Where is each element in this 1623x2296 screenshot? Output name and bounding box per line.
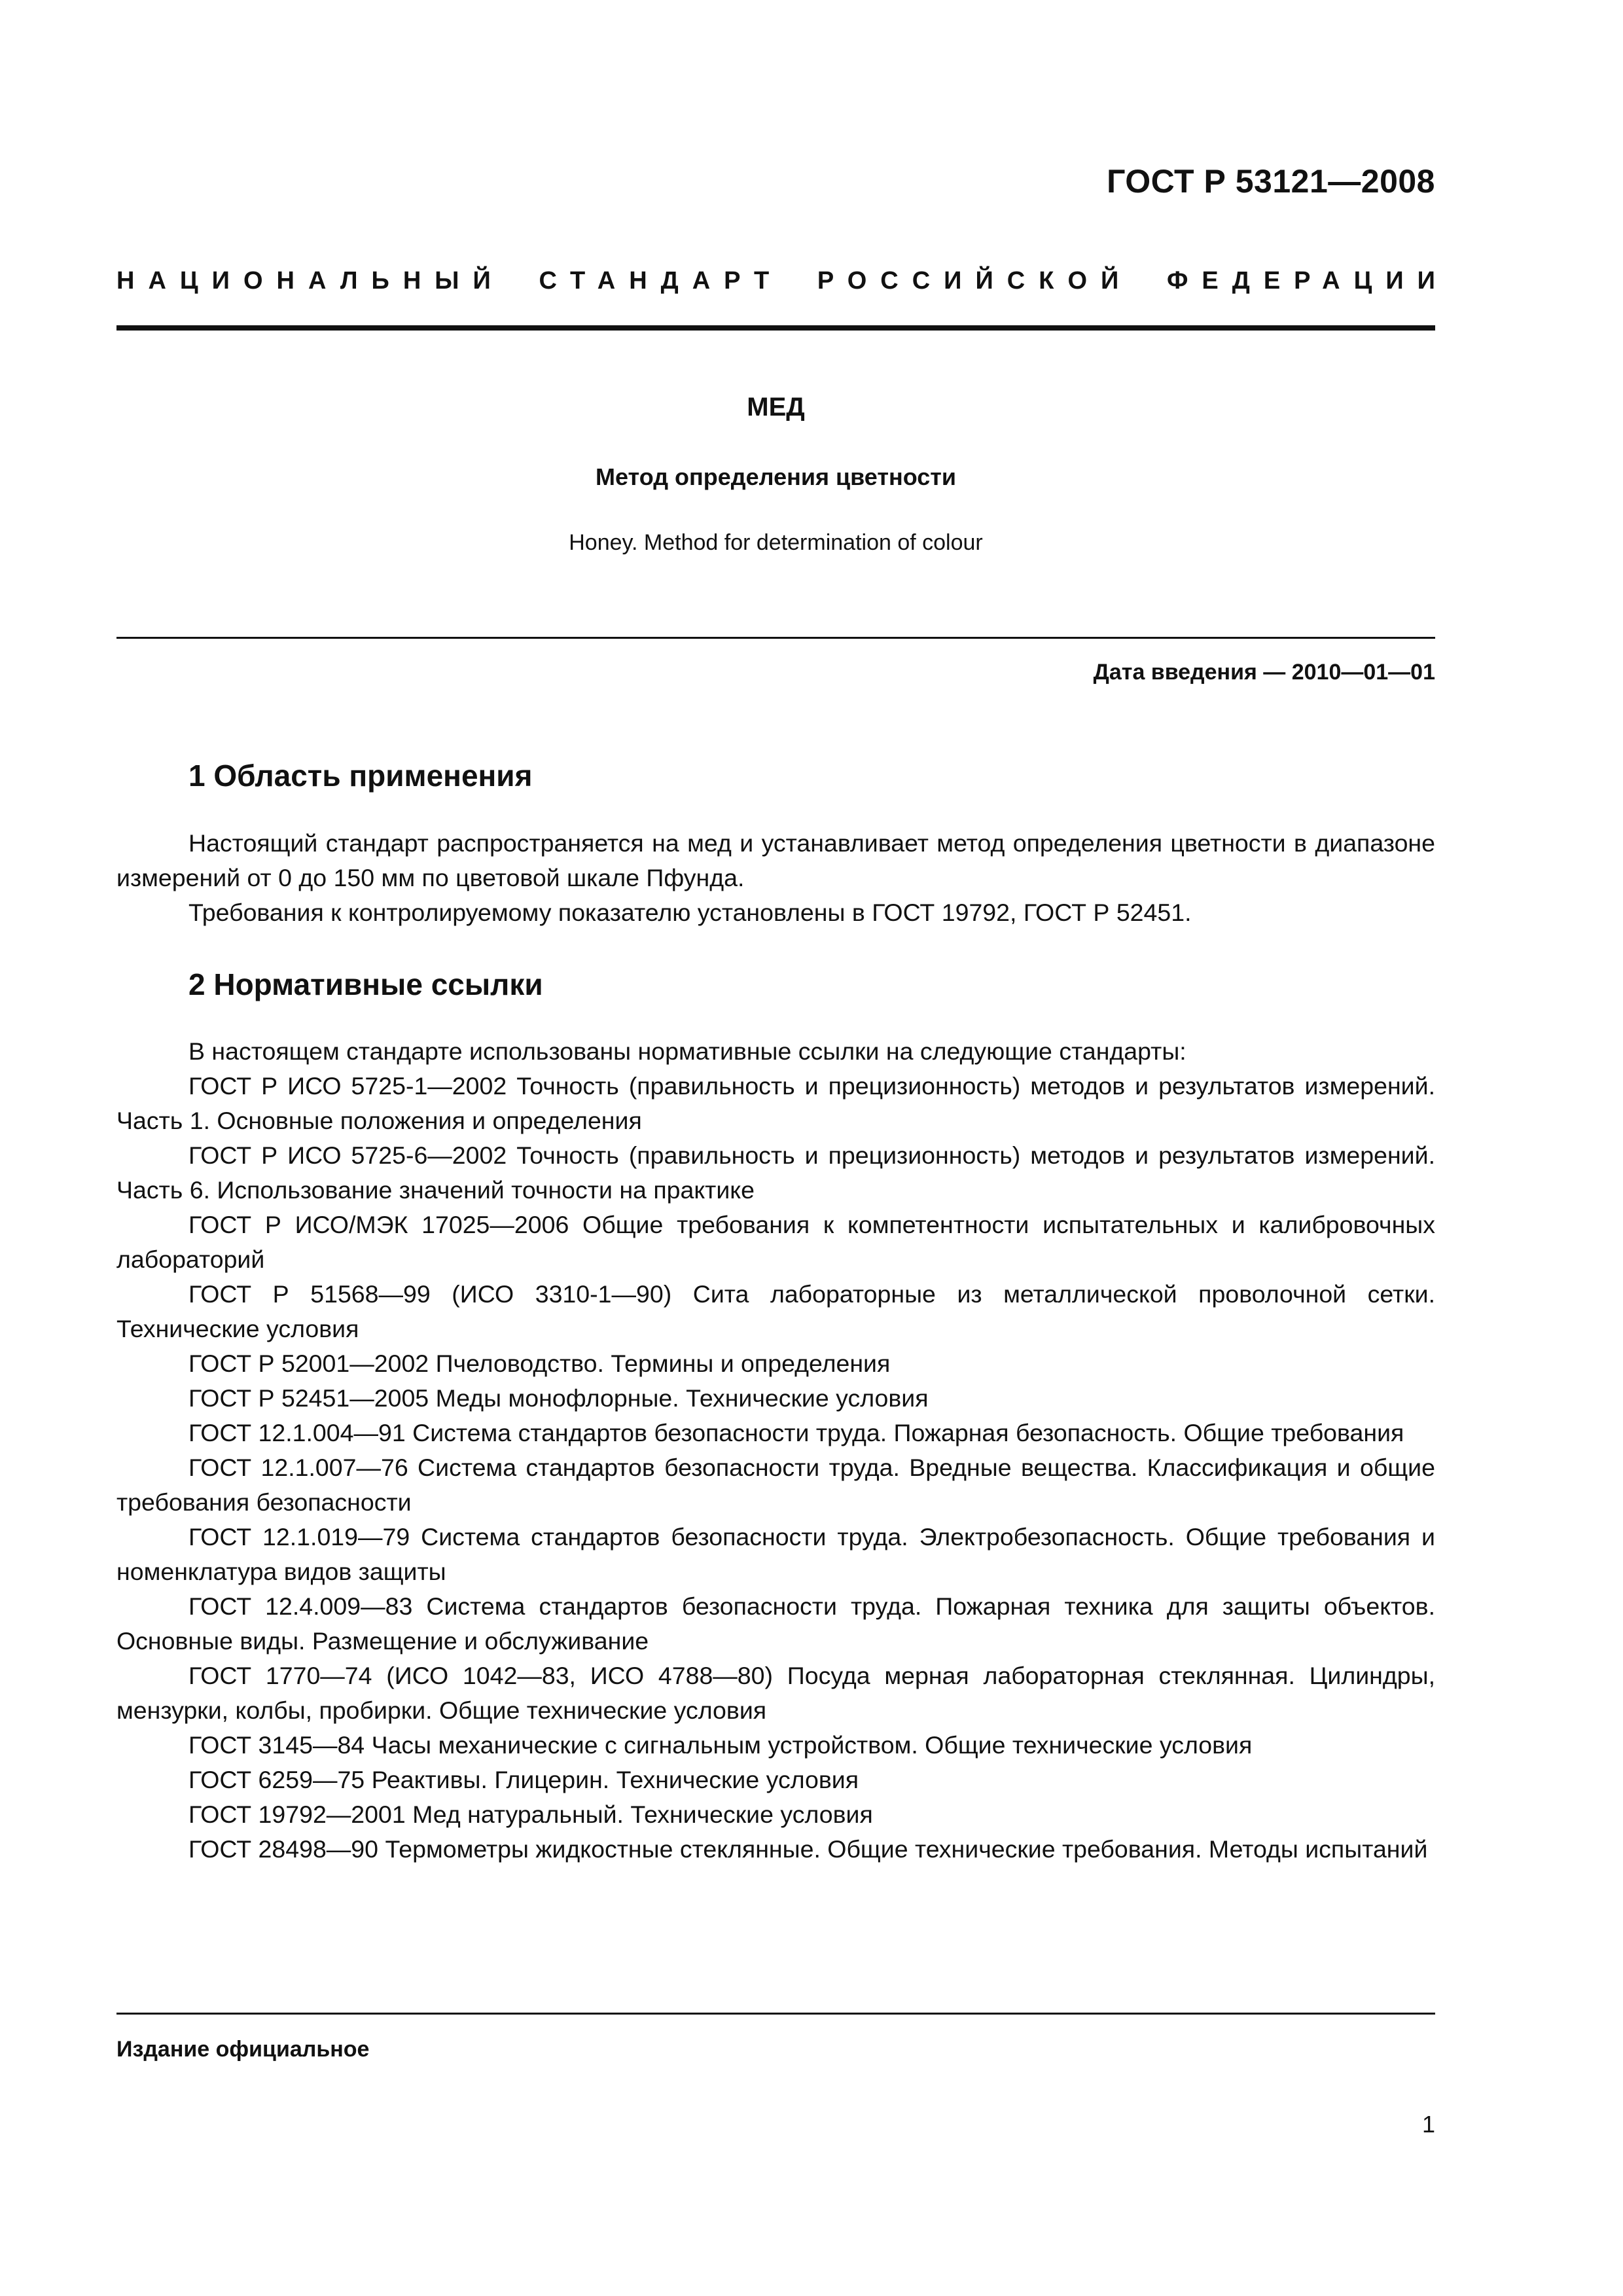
section-heading-references: 2 Нормативные ссылки [188, 967, 543, 1001]
reference-item: ГОСТ 28498—90 Термометры жидкостные стеклянные. Общие технические требования. Методы испытаний [188, 1835, 1428, 1863]
introduction-date: Дата введения — 2010—01—01 [1093, 660, 1435, 685]
reference-item: ГОСТ 3145—84 Часы механические с сигнальным устройством. Общие технические условия [188, 1731, 1253, 1759]
reference-item: ГОСТ 12.1.004—91 Система стандартов безопасности труда. Пожарная безопасность. Общие требования [188, 1419, 1404, 1446]
paragraph: Настоящий стандарт распространяется на мед и устанавливает метод определения цветности в диапазоне измерений от 0 до 150 мм по цветовой шкале Пфунда. [116, 829, 1435, 891]
document-subtitle: Метод определения цветности [596, 463, 956, 490]
reference-item: ГОСТ Р ИСО/МЭК 17025—2006 Общие требования к компетентности испытательных и калибровочных лабораторий [116, 1211, 1435, 1273]
section-body-scope [116, 826, 1435, 930]
section-body-references [116, 1034, 1435, 1867]
banner-word: НАЦИОНАЛЬНЫЙ [116, 267, 505, 295]
title-divider [116, 637, 1435, 639]
reference-item: ГОСТ 12.1.019—79 Система стандартов безопасности труда. Электробезопасность. Общие требования и номенклатура видов защиты [116, 1523, 1435, 1585]
reference-item: ГОСТ Р ИСО 5725-1—2002 Точность (правильность и прецизионность) методов и результатов измерений. Часть 1. Основные положения и определения [116, 1072, 1435, 1134]
reference-item: ГОСТ Р 52001—2002 Пчеловодство. Термины и определения [188, 1350, 891, 1377]
document-english-title: Honey. Method for determination of colour [569, 530, 983, 555]
document-title: МЕД [747, 393, 805, 422]
paragraph: Требования к контролируемому показателю установлены в ГОСТ 19792, ГОСТ Р 52451. [188, 899, 1192, 926]
reference-item: ГОСТ Р 51568—99 (ИСО 3310-1—90) Сита лабораторные из металлической проволочной сетки. Технические условия [116, 1280, 1435, 1342]
reference-item: ГОСТ 1770—74 (ИСО 1042—83, ИСО 4788—80) Посуда мерная лабораторная стеклянная. Цилиндры, мензурки, колбы, пробирки. Общие технические условия [116, 1662, 1435, 1724]
header-divider [116, 325, 1435, 331]
reference-item: ГОСТ 12.1.007—76 Система стандартов безопасности труда. Вредные вещества. Классификация и общие требования безопасности [116, 1454, 1435, 1516]
document-page [116, 0, 1449, 2296]
national-standard-banner [116, 267, 1449, 295]
banner-word: ФЕДЕРАЦИИ [1166, 267, 1449, 295]
banner-word: СТАНДАРТ [539, 267, 783, 295]
banner-word: РОССИЙСКОЙ [817, 267, 1133, 295]
reference-item: ГОСТ 12.4.009—83 Система стандартов безопасности труда. Пожарная техника для защиты объектов. Основные виды. Размещение и обслуживание [116, 1592, 1435, 1655]
reference-item: ГОСТ 19792—2001 Мед натуральный. Технические условия [188, 1801, 873, 1828]
reference-item: ГОСТ Р 52451—2005 Меды монофлорные. Технические условия [188, 1384, 929, 1412]
paragraph: В настоящем стандарте использованы нормативные ссылки на следующие стандарты: [188, 1037, 1186, 1065]
reference-item: ГОСТ 6259—75 Реактивы. Глицерин. Технические условия [188, 1766, 859, 1793]
document-code: ГОСТ Р 53121—2008 [1107, 163, 1435, 200]
reference-item: ГОСТ Р ИСО 5725-6—2002 Точность (правильность и прецизионность) методов и результатов измерений. Часть 6. Использование значений точности на практике [116, 1141, 1435, 1204]
page-number: 1 [1421, 2111, 1435, 2138]
footer-divider [116, 2013, 1435, 2015]
section-heading-scope: 1 Область применения [188, 759, 533, 793]
official-edition-note: Издание официальное [116, 2037, 370, 2062]
